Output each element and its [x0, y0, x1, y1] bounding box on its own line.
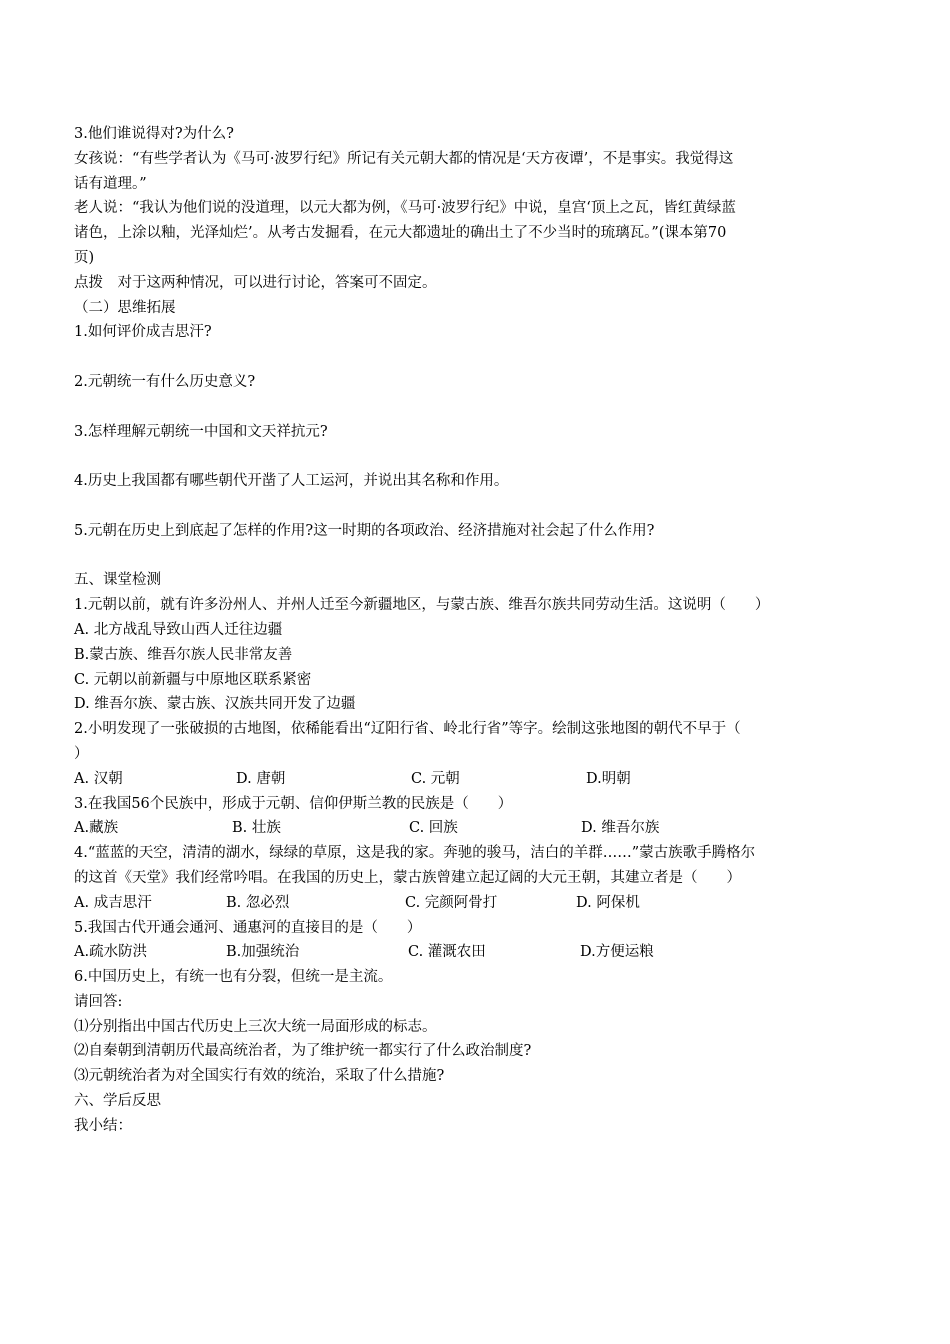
test-question-5-option-2: B.加强统治	[226, 944, 300, 961]
test-question-3-options	[74, 816, 884, 841]
test-question-4-option-2: B. 忽必烈	[226, 894, 290, 911]
test-question-4-option-3: C. 完颜阿骨打	[405, 894, 498, 911]
test-question-4-option-1: A. 成吉思汗	[74, 894, 152, 911]
test-question-5: 5.我国古代开通会通河、通惠河的直接目的是（ ）	[74, 919, 422, 936]
girl-statement-line-2: 话有道理。”	[74, 175, 147, 192]
test-question-1-option-a: A. 北方战乱导致山西人迁往边疆	[74, 621, 283, 638]
worksheet-page	[74, 122, 884, 1139]
test-question-6: 6.中国历史上，有统一也有分裂，但统一是主流。	[74, 969, 393, 986]
test-question-4-options	[74, 891, 884, 916]
girl-statement-line-1: 女孩说：“有些学者认为《马可·波罗行纪》所记有关元朝大都的情况是‘天方夜谭’，不是事实。我觉得这	[74, 150, 734, 167]
test-question-1-option-d: D. 维吾尔族、蒙古族、汉族共同开发了边疆	[74, 696, 356, 713]
test-question-6-sub-1: ⑴分别指出中国古代历史上三次大统一局面形成的标志。	[74, 1018, 437, 1035]
reflection-summary-label: 我小结：	[74, 1117, 132, 1134]
test-question-4-line-2: 的这首《天堂》我们经常吟唱。在我国的历史上，蒙古族曾建立起辽阔的大元王朝，其建立者是（ ）	[74, 869, 741, 886]
test-question-5-option-3: C. 灌溉农田	[408, 944, 486, 961]
expand-question-5: 5.元朝在历史上到底起了怎样的作用?这一时期的各项政治、经济措施对社会起了什么作用?	[74, 522, 655, 539]
test-question-2-option-1: A. 汉朝	[74, 770, 123, 787]
test-question-2-option-3: C. 元朝	[411, 770, 460, 787]
expand-question-2: 2.元朝统一有什么历史意义?	[74, 373, 256, 390]
test-question-4-option-4: D. 阿保机	[576, 894, 640, 911]
discuss-question-3: 3.他们谁说得对?为什么?	[74, 126, 234, 142]
test-question-5-option-1: A.疏水防洪	[74, 944, 148, 961]
test-question-4-line-1: 4.“蓝蓝的天空，清清的湖水，绿绿的草原，这是我的家。奔驰的骏马，洁白的羊群……”蒙古族歌手腾格尔	[74, 845, 756, 862]
test-question-3-option-3: C. 回族	[409, 820, 458, 837]
old-man-statement-line-2: 诸色，上涂以釉，光泽灿烂’。从考古发掘看，在元大都遗址的确出土了不少当时的琉璃瓦。”(课本第70	[74, 225, 727, 242]
section-reflection-title: 六、学后反思	[74, 1093, 161, 1110]
test-question-2-options	[74, 767, 884, 792]
old-man-statement-line-1: 老人说：“我认为他们说的没道理，以元大都为例，《马可·波罗行纪》中说，皇宫‘顶上之瓦，皆红黄绿蓝	[74, 200, 736, 217]
test-question-2-option-4: D.明朝	[586, 770, 631, 787]
test-question-3-option-1: A.藏族	[74, 820, 119, 837]
expand-question-1: 1.如何评价成吉思汗?	[74, 324, 212, 341]
test-question-1-option-b: B.蒙古族、维吾尔族人民非常友善	[74, 646, 293, 663]
test-question-6-prompt: 请回答:	[74, 993, 123, 1010]
test-question-2-line-1: 2.小明发现了一张破损的古地图，依稀能看出“辽阳行省、岭北行省”等字。绘制这张地图的朝代不早于（	[74, 721, 741, 738]
test-question-3: 3.在我国56个民族中，形成于元朝、信仰伊斯兰教的民族是（ ）	[74, 795, 513, 812]
test-question-6-sub-2: ⑵自秦朝到清朝历代最高统治者，为了维护统一都实行了什么政治制度?	[74, 1043, 532, 1060]
hint-text: 点拨 对于这两种情况，可以进行讨论，答案可不固定。	[74, 274, 437, 291]
section-class-test-title: 五、课堂检测	[74, 572, 161, 589]
test-question-5-options	[74, 940, 884, 965]
section-thinking-expansion-title: （二）思维拓展	[74, 299, 176, 316]
test-question-5-option-4: D.方便运粮	[580, 944, 654, 961]
test-question-3-option-4: D. 维吾尔族	[581, 820, 660, 837]
test-question-6-sub-3: ⑶元朝统治者为对全国实行有效的统治，采取了什么措施?	[74, 1068, 445, 1085]
old-man-statement-line-3: 页)	[74, 249, 95, 266]
test-question-2-option-2: D. 唐朝	[236, 770, 286, 787]
test-question-3-option-2: B. 壮族	[232, 820, 281, 837]
test-question-1: 1.元朝以前，就有许多汾州人、并州人迁至今新疆地区，与蒙古族、维吾尔族共同劳动生活。这说明（ ）	[74, 597, 770, 614]
expand-question-4: 4.历史上我国都有哪些朝代开凿了人工运河，并说出其名称和作用。	[74, 473, 509, 490]
expand-question-3: 3.怎样理解元朝统一中国和文天祥抗元?	[74, 423, 328, 440]
test-question-1-option-c: C. 元朝以前新疆与中原地区联系紧密	[74, 671, 312, 688]
test-question-2-line-2: ）	[74, 745, 89, 762]
